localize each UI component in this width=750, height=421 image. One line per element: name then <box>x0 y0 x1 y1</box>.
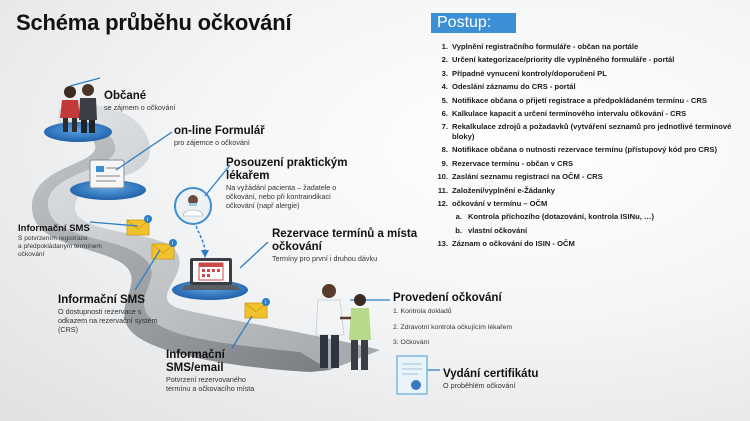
node-sms1-title: Informační SMS <box>18 223 90 234</box>
node-sms1-desc: očkování <box>18 251 45 258</box>
node-certificate <box>443 368 538 390</box>
node-assessment-desc: očkování (např alergie) <box>226 201 300 210</box>
list-item: 4. Odeslání záznamu do CRS - portál <box>441 82 576 92</box>
list-item: 2. Zdravotní kontrola očkujícím lékařem <box>393 323 512 331</box>
list-item: 7. Rekalkulace zdrojů a požadavků (vytváření seznamů pro jednotlivé termínové bloky) <box>441 122 732 141</box>
laptop-calendar-icon <box>182 258 240 290</box>
form-document-icon <box>90 160 124 188</box>
node-citizens <box>104 90 176 112</box>
arrow-head-icon <box>201 250 209 258</box>
node-sms1 <box>18 222 102 259</box>
envelope-icon <box>245 298 270 318</box>
list-item: 3. Případné vynucení kontroly/doporučení PL <box>441 68 607 78</box>
node-sms1-desc: S potvrzením registrace <box>18 235 88 242</box>
node-assessment-desc: Na vyžádání pacienta – žadatele o <box>226 183 337 192</box>
list-item: 1. Kontrola dokladů <box>393 308 452 315</box>
node-sms2-title: Informační SMS <box>58 294 145 306</box>
node-sms3 <box>166 349 254 393</box>
steps-list <box>430 42 742 252</box>
list-item: 8. Notifikace občana o nutnosti rezervace termínu (přístupový kód pro CRS) <box>441 145 717 155</box>
certificate-icon <box>397 356 427 394</box>
list-item: 1. Vyplnění registračního formuláře - občan na portále <box>441 42 639 51</box>
postup-label: Postup: <box>437 14 492 31</box>
node-reservation-title: Rezervace termínů a místa <box>272 228 418 240</box>
vaccination-steps-list <box>393 308 512 355</box>
node-reservation-title: očkování <box>272 241 322 253</box>
list-item: 6. Kalkulace kapacit a určení termínového intervalu očkování - CRS <box>441 108 687 118</box>
svg-text:i: i <box>146 217 149 223</box>
list-item: 10. Zaslání seznamu registrací na OČM - CRS <box>437 172 603 182</box>
list-item: 2. Určení kategorizace/priority dle vyplněného formuláře - portál <box>441 55 675 65</box>
node-assessment-desc: očkování, nebo při kontraindikaci <box>226 192 331 201</box>
node-citizens-title: Občané <box>104 90 147 102</box>
node-sms2 <box>58 294 157 334</box>
list-item: 13. Záznam o očkování do ISIN - OČM <box>437 239 575 249</box>
node-assessment-title: lékařem <box>226 170 270 182</box>
platform-disc <box>44 122 112 142</box>
svg-text:i: i <box>264 300 267 306</box>
list-item: 11. Založení/vyplnění e-Žádanky <box>437 185 555 195</box>
node-sms3-title: SMS/email <box>166 362 224 374</box>
node-sms2-desc: (CRS) <box>58 325 78 334</box>
node-certificate-title: Vydání certifikátu <box>443 368 539 380</box>
node-sms2-desc: O dostupnosti rezervace s <box>58 307 142 316</box>
node-assessment-title: Posouzení praktickým <box>226 157 348 169</box>
node-reservation <box>272 228 417 263</box>
node-form-desc: pro zájemce o očkování <box>174 138 250 147</box>
node-sms2-desc: odkazem na rezervační systém <box>58 316 158 325</box>
list-item: 3. Očkování <box>393 339 430 346</box>
node-sms3-title: Informační <box>166 349 225 361</box>
doctor-icon <box>175 188 211 224</box>
dashed-arrow <box>196 226 205 252</box>
node-form <box>174 125 265 147</box>
node-certificate-desc: O proběhlém očkování <box>443 381 516 390</box>
node-sms1-desc: a předpokládaným termínem <box>18 243 102 250</box>
list-item: 5. Notifikace občana o přijetí registrace a předpokládaném termínu - CRS <box>441 95 707 105</box>
node-form-title: on-line Formulář <box>174 125 265 137</box>
postup-header <box>431 13 516 33</box>
svg-text:i: i <box>171 241 174 247</box>
list-item: 12. očkování v termínu – OČM <box>437 198 548 208</box>
node-sms3-desc: Potvrzení rezervovaného <box>166 375 246 384</box>
node-citizens-desc: se zájmem o očkování <box>104 103 176 112</box>
node-reservation-desc: Termíny pro první i druhou dávku <box>272 254 378 263</box>
node-vaccination-title: Provedení očkování <box>393 292 502 304</box>
list-item: a. Kontrola příchozího (dotazování, kontrola ISINu, …) <box>455 212 655 222</box>
list-item: 9. Rezervace termínu - občan v CRS <box>441 158 574 168</box>
list-item: b. vlastní očkování <box>455 225 528 235</box>
node-sms3-desc: termínu a očkovacího místa <box>166 384 255 393</box>
page-title: Schéma průběhu očkování <box>16 10 292 35</box>
node-assessment <box>226 157 347 210</box>
